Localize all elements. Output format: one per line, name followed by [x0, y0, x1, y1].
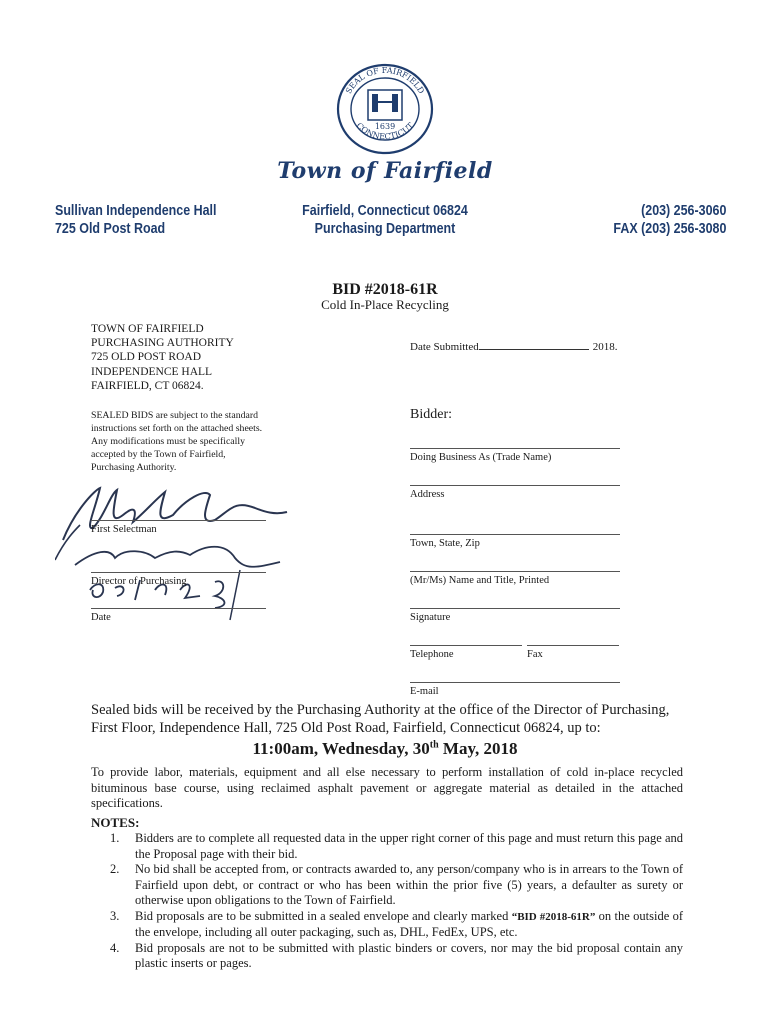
bid-title: BID #2018-61R — [332, 281, 438, 298]
fax-field[interactable] — [527, 645, 619, 646]
town-state-zip-label: Town, State, Zip — [410, 538, 480, 549]
note-number: 4. — [110, 940, 120, 955]
address-label: Address — [410, 489, 445, 500]
note-text: Bid proposals are to be submitted in a sealed envelope and clearly marked — [135, 908, 512, 923]
receipt-paragraph: Sealed bids will be received by the Purchasing Authority at the office of the Director of Purchasing, First Floor, Independence Hall, 725 Old Post Road, Fairfield, Connecticut 06824, up to: — [91, 702, 670, 736]
address-line: INDEPENDENCE HALL — [91, 365, 213, 378]
first-selectman-line — [91, 520, 266, 521]
hall-address: 725 Old Post Road — [55, 221, 166, 237]
note-item — [91, 831, 683, 862]
deadline-suffix: th — [429, 739, 439, 751]
seal-text-bottom: CONNECTICUT — [354, 121, 416, 142]
seal-text-top: SEAL OF FAIRFIELD — [344, 65, 426, 96]
date-submitted-label: Date Submitted — [410, 341, 479, 353]
phone-number: (203) 256-3060 — [640, 203, 726, 219]
fax-number: FAX (203) 256-3080 — [613, 221, 726, 237]
email-label: E-mail — [410, 686, 439, 697]
address-line: FAIRFIELD, CT 06824. — [91, 379, 204, 392]
city-state: Fairfield, Connecticut 06824 — [302, 203, 468, 219]
signature-field[interactable] — [410, 608, 620, 609]
note-line: Purchasing Authority. — [91, 462, 177, 473]
director-label: Director of Purchasing — [91, 576, 187, 587]
first-selectman-label: First Selectman — [91, 524, 157, 535]
note-line: instructions set forth on the attached sheets. — [91, 423, 263, 434]
director-line — [91, 572, 266, 573]
note-item — [91, 862, 683, 909]
signature-label: Signature — [410, 612, 451, 623]
telephone-field[interactable] — [410, 645, 522, 646]
header-right — [613, 202, 726, 238]
note-text: on the outside of the envelope, including all outer packaging, such as, DHL, FedEx, UPS, etc. — [135, 908, 683, 939]
note-number: 1. — [110, 831, 120, 845]
note-line: accepted by the Town of Fairfield, — [91, 449, 226, 460]
note-number: 2. — [110, 862, 120, 876]
svg-text:SEAL OF FAIRFIELD — [344, 66, 426, 95]
date-label: Date — [91, 612, 111, 623]
name-title-label: (Mr/Ms) Name and Title, Printed — [410, 575, 550, 586]
note-text: No bid shall be accepted from, or contracts awarded to, any person/company who is in arrears to the Town of Fairfield upon debt, or contract or who has been within the prior five (5) years, a defaulter as surety or otherwise upon obligations to the Town of Fairfield. — [135, 862, 683, 907]
address-field[interactable] — [410, 485, 620, 486]
note-text: Bidders are to complete all requested data in the upper right corner of this page and must return this page and the Proposal page with their bid. — [135, 831, 683, 861]
note-item — [91, 909, 683, 941]
bid-deadline — [0, 739, 770, 759]
note-text: Bid proposals are not to be submitted with plastic binders or covers, nor may the bid proposal contain any plastic inserts or pages. — [135, 940, 683, 970]
department-name: Purchasing Department — [314, 221, 456, 237]
date-submitted-suffix: 2018. — [592, 341, 618, 353]
address-line: 725 OLD POST ROAD — [91, 351, 202, 364]
telephone-label: Telephone — [410, 649, 454, 660]
deadline-time: 11:00am, Wednesday, 30 — [252, 739, 430, 758]
note-line: SEALED BIDS are subject to the standard — [91, 410, 259, 421]
authority-address — [91, 322, 234, 393]
fax-label: Fax — [527, 649, 543, 660]
header-left — [55, 202, 216, 238]
bidder-label: Bidder: — [410, 407, 452, 422]
email-field[interactable] — [410, 682, 620, 683]
notes-list — [91, 831, 683, 972]
note-line: Any modifications must be specifically — [91, 436, 245, 447]
handwritten-signatures — [55, 470, 295, 630]
town-name-heading: Town of Fairfield — [277, 158, 493, 184]
address-line: TOWN OF FAIRFIELD — [91, 323, 204, 335]
bid-marking: “BID #2018-61R” — [511, 910, 596, 923]
scope-paragraph: To provide labor, materials, equipment and all else necessary to perform installation of cold in-place recycled bituminous base course, using reclaimed asphalt pavement or aggregate material as detailed in the attached specifications. — [91, 765, 683, 810]
name-title-field[interactable] — [410, 571, 620, 572]
seal-year: 1639 — [374, 122, 396, 131]
header-middle — [252, 202, 519, 238]
deadline-date: May, 2018 — [438, 739, 518, 758]
date-submitted-row — [410, 339, 618, 353]
note-item — [91, 941, 683, 972]
hall-name: Sullivan Independence Hall — [55, 203, 217, 219]
note-number: 3. — [110, 908, 120, 923]
dba-field[interactable] — [410, 448, 620, 449]
address-line: PURCHASING AUTHORITY — [91, 337, 234, 350]
date-line — [91, 608, 266, 609]
sealed-bids-note — [91, 409, 291, 474]
dba-label: Doing Business As (Trade Name) — [410, 452, 552, 463]
notes-title: NOTES: — [91, 815, 140, 830]
date-submitted-field[interactable] — [479, 339, 589, 350]
town-seal-icon — [335, 62, 435, 156]
bid-subtitle: Cold In-Place Recycling — [321, 297, 449, 312]
town-state-zip-field[interactable] — [410, 534, 620, 535]
